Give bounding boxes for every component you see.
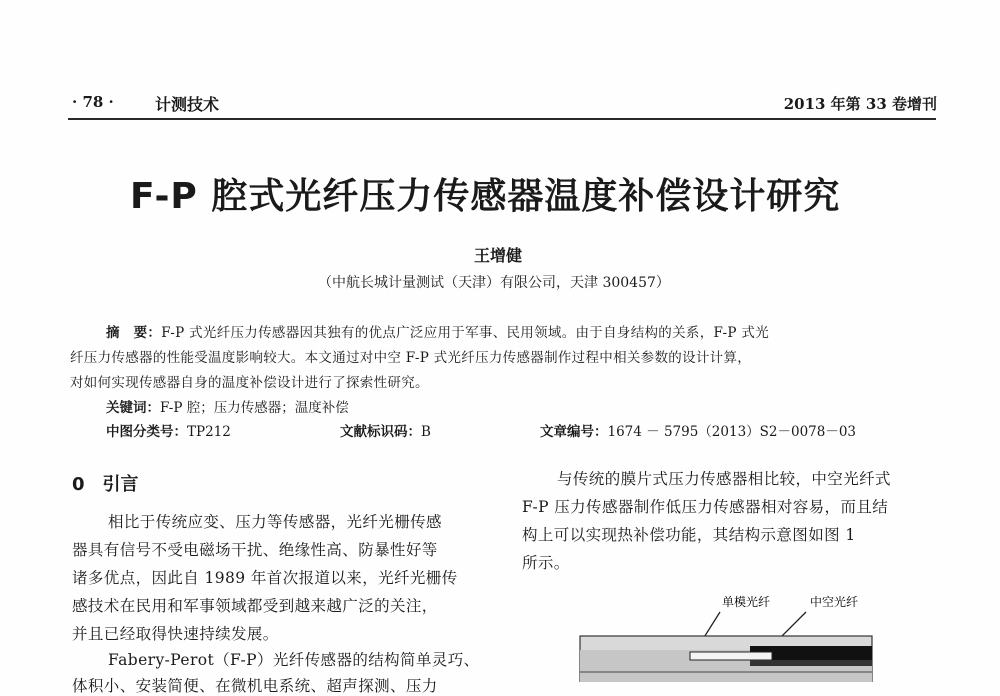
abstract-text-1: F-P 式光纤压力传感器因其独有的优点广泛应用于军事、民用领域。由于自身结构的关系，F-P 式光: [161, 325, 769, 341]
right-paragraph-line: 与传统的膜片式压力传感器相比较，中空光纤式: [557, 470, 891, 488]
right-paragraph-line: F-P 压力传感器制作低压力传感器相对容易，而且结: [522, 498, 889, 516]
left-paragraph-line: 感技术在民用和军事领域都受到越来越广泛的关注，: [72, 597, 438, 615]
journal-name: 计测技术: [155, 95, 220, 114]
affiliation: （中航长城计量测试（天津）有限公司，天津 300457）: [318, 275, 670, 291]
abstract-line-3: 对如何实现传感器自身的温度补偿设计进行了探索性研究。: [70, 375, 429, 391]
classification: [106, 420, 231, 440]
label-hollow-fiber: 中空光纤: [810, 595, 859, 609]
abstract-label: 摘 要：: [106, 325, 162, 341]
figure-1-schematic: [570, 590, 900, 682]
header-rule: [68, 118, 936, 120]
label-single-mode-fiber: 单模光纤: [722, 595, 771, 609]
left-paragraph-line: 器具有信号不受电磁场干扰、绝缘性高、防暴性好等: [72, 541, 438, 559]
keywords-label: 关键词：: [106, 400, 160, 416]
keywords-value: F-P 腔；压力传感器；温度补偿: [160, 400, 349, 416]
classification-label: 中图分类号：: [106, 424, 187, 440]
right-paragraph-line: 所示。: [522, 554, 570, 572]
article-number: [540, 420, 856, 440]
article-number-value: 1674 － 5795（2013）S2－0078－03: [607, 424, 857, 440]
section-heading-introduction: 0 引言: [72, 474, 139, 495]
journal-issue: 2013 年第 33 卷增刊: [783, 95, 937, 113]
left-paragraph-line: 并且已经取得快速持续发展。: [72, 625, 279, 643]
left-paragraph-line: 诸多优点，因此自 1989 年首次报道以来，光纤光栅传: [72, 569, 458, 587]
right-paragraph-line: 构上可以实现热补偿功能，其结构示意图如图 1: [522, 526, 856, 544]
left-paragraph-line: 相比于传统应变、压力等传感器，光纤光栅传感: [108, 513, 442, 531]
classification-value: TP212: [187, 424, 231, 440]
left-paragraph-line: Fabery-Perot（F-P）光纤传感器的结构简单灵巧、: [108, 651, 480, 669]
article-number-label: 文章编号：: [540, 424, 608, 440]
abstract-line-1: [106, 321, 769, 341]
abstract-line-2: 纤压力传感器的性能受温度影响较大。本文通过对中空 F-P 式光纤压力传感器制作过程中相关参数的设计计算，: [70, 350, 752, 366]
document-code-label: 文献标识码：: [340, 424, 421, 440]
hollow-fiber-wall: [750, 660, 872, 666]
keywords: [106, 396, 349, 416]
author: 王增健: [474, 246, 523, 265]
document-code: [340, 420, 431, 440]
left-paragraph-line: 体积小、安装简便、在微机电系统、超声探测、压力: [72, 677, 438, 695]
document-code-value: B: [421, 424, 431, 440]
page-number: · 78 ·: [72, 93, 114, 111]
single-mode-fiber: [690, 652, 772, 660]
article-title: F-P 腔式光纤压力传感器温度补偿设计研究: [130, 176, 841, 217]
